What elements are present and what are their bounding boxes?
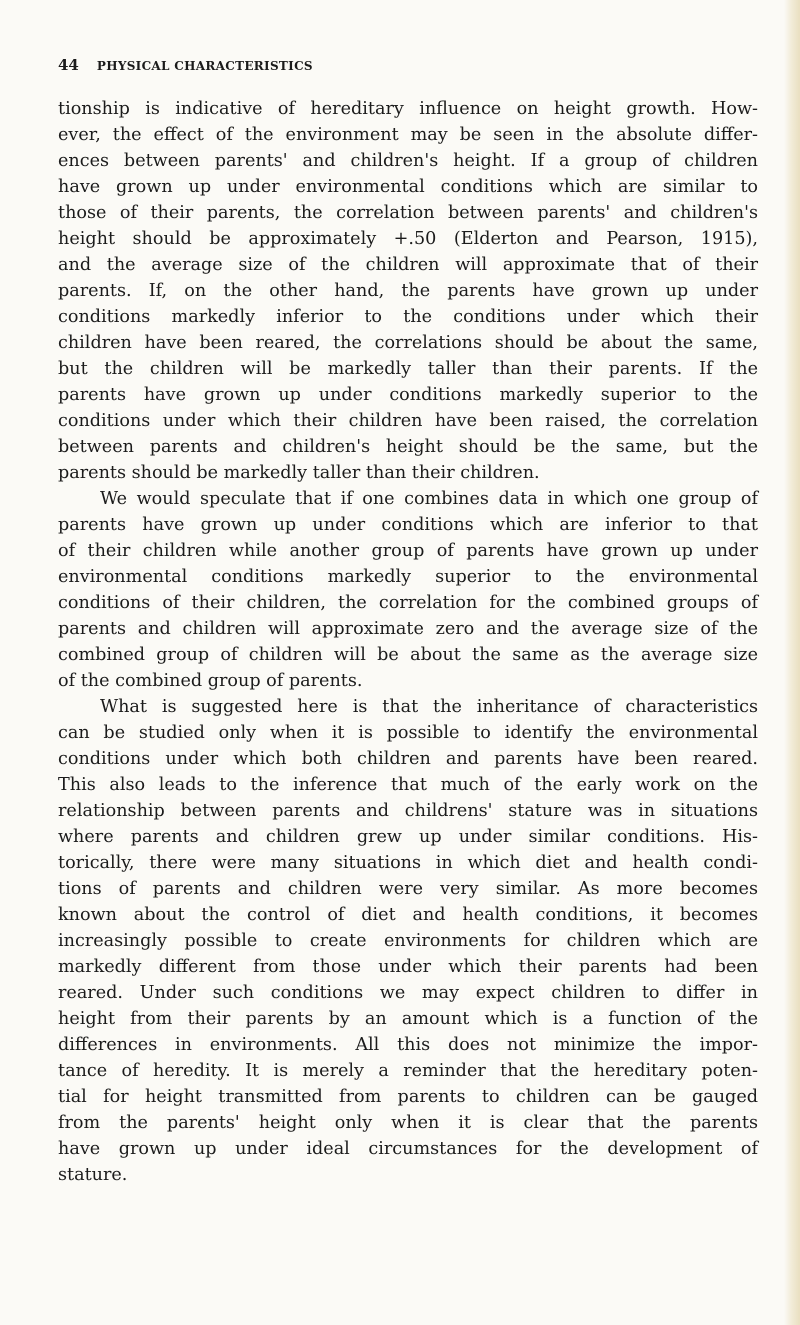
- text-line: conditions under which their children have been raised, the correlation: [58, 411, 758, 431]
- text-line: of the combined group of parents.: [58, 671, 363, 691]
- text-line: increasingly possible to create environments for children which are: [58, 931, 758, 951]
- text-line: and the average size of the children will approximate that of their: [58, 255, 758, 275]
- body-text: [58, 96, 758, 1188]
- text-line: where parents and children grew up under similar conditions. His-: [58, 827, 758, 847]
- text-line: parents have grown up under conditions markedly superior to the: [58, 385, 758, 405]
- page-edge-shadow: [784, 0, 800, 1325]
- text-line: parents and children will approximate zero and the average size of the: [58, 619, 758, 639]
- page-number: 44: [58, 56, 79, 74]
- text-line: conditions of their children, the correlation for the combined groups of: [58, 593, 758, 613]
- text-line: tionship is indicative of hereditary influence on height growth. How-: [58, 99, 758, 119]
- text-line: children have been reared, the correlations should be about the same,: [58, 333, 758, 353]
- text-line: markedly different from those under which their parents had been: [58, 957, 758, 977]
- text-line: parents should be markedly taller than their children.: [58, 463, 540, 483]
- running-title: PHYSICAL CHARACTERISTICS: [96, 59, 313, 73]
- text-line: height from their parents by an amount which is a function of the: [58, 1009, 758, 1029]
- text-line: This also leads to the inference that much of the early work on the: [58, 775, 758, 795]
- text-line: have grown up under ideal circumstances for the development of: [58, 1139, 758, 1159]
- text-line: ever, the effect of the environment may be seen in the absolute differ-: [58, 125, 758, 145]
- text-line: height should be approximately +.50 (Elderton and Pearson, 1915),: [58, 229, 758, 249]
- text-line: combined group of children will be about the same as the average size: [58, 645, 758, 665]
- text-line: parents. If, on the other hand, the parents have grown up under: [58, 281, 758, 301]
- text-line: tance of heredity. It is merely a reminder that the hereditary poten-: [58, 1061, 758, 1081]
- text-line: tial for height transmitted from parents to children can be gauged: [58, 1087, 758, 1107]
- text-line: ences between parents' and children's height. If a group of children: [58, 151, 758, 171]
- text-line: those of their parents, the correlation between parents' and children's: [58, 203, 758, 223]
- text-line: What is suggested here is that the inheritance of characteristics: [100, 697, 758, 717]
- text-line: tions of parents and children were very similar. As more becomes: [58, 879, 758, 899]
- running-head: [58, 56, 760, 80]
- text-line: torically, there were many situations in which diet and health condi-: [58, 853, 758, 873]
- text-line: stature.: [58, 1165, 128, 1185]
- text-line: differences in environments. All this does not minimize the impor-: [58, 1035, 758, 1055]
- text-line: have grown up under environmental conditions which are similar to: [58, 177, 758, 197]
- text-line: from the parents' height only when it is clear that the parents: [58, 1113, 758, 1133]
- text-line: between parents and children's height should be the same, but the: [58, 437, 758, 457]
- text-line: relationship between parents and childrens' stature was in situations: [58, 801, 758, 821]
- text-line: We would speculate that if one combines data in which one group of: [100, 489, 758, 509]
- text-line: of their children while another group of parents have grown up under: [58, 541, 758, 561]
- text-line: parents have grown up under conditions which are inferior to that: [58, 515, 758, 535]
- text-line: but the children will be markedly taller than their parents. If the: [58, 359, 758, 379]
- text-line: conditions under which both children and parents have been reared.: [58, 749, 758, 769]
- text-line: known about the control of diet and health conditions, it becomes: [58, 905, 758, 925]
- text-line: environmental conditions markedly superior to the environmental: [58, 567, 758, 587]
- text-line: reared. Under such conditions we may expect children to differ in: [58, 983, 758, 1003]
- text-line: conditions markedly inferior to the conditions under which their: [58, 307, 758, 327]
- text-line: can be studied only when it is possible to identify the environmental: [58, 723, 758, 743]
